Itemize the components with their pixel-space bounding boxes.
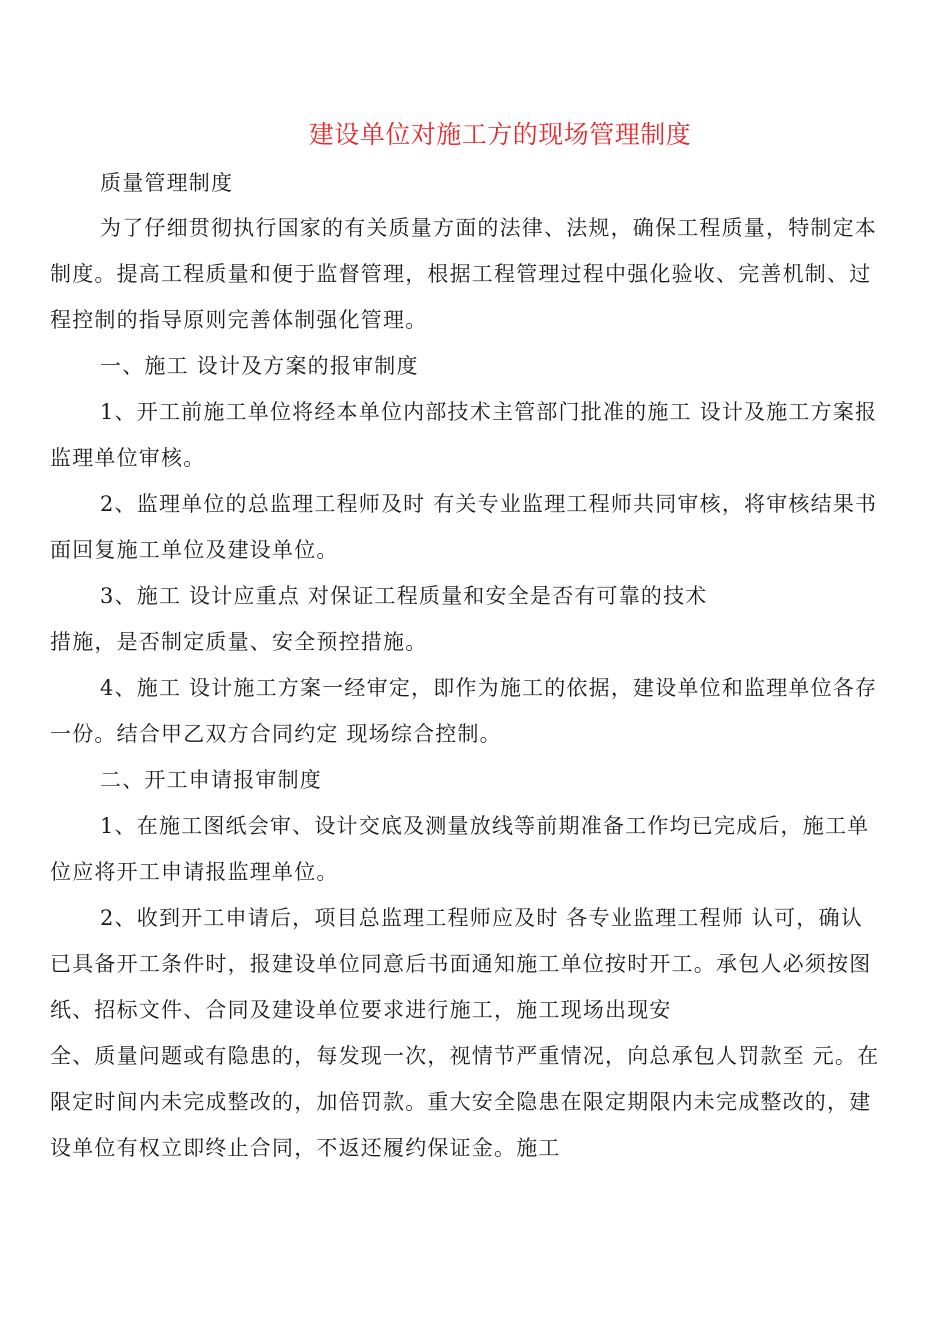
paragraph-line: 2、收到开工申请后，项目总监理工程师应及时 各专业监理工程师 认可，确认 [100,906,863,930]
paragraph-line: 监理单位审核。 [50,446,206,470]
paragraph-line: 全、质量问题或有隐患的，每发现一次，视情节严重情况，向总承包人罚款至 元。在 [50,1044,880,1068]
paragraph-line: 面回复施工单位及建设单位。 [50,538,339,562]
paragraph-line: 3、施工 设计应重点 对保证工程质量和安全是否有可靠的技术 [100,584,708,608]
paragraph-line: 为了仔细贯彻执行国家的有关质量方面的法律、法规，确保工程质量，特制定本 [100,216,877,240]
paragraph-line: 制度。提高工程质量和便于监督管理，根据工程管理过程中强化验收、完善机制、过 [50,262,872,286]
document-title: 建设单位对施工方的现场管理制度 [308,120,692,149]
paragraph-line: 位应将开工申请报监理单位。 [50,860,339,884]
paragraph-line: 1、在施工图纸会审、设计交底及测量放线等前期准备工作均已完成后，施工单 [100,814,870,838]
section-heading: 质量管理制度 [100,171,234,195]
paragraph-line: 2、监理单位的总监理工程师及时 有关专业监理工程师共同审核，将审核结果书 [100,492,878,516]
paragraph-line: 已具备开工条件时，报建设单位同意后书面通知施工单位按时开工。承包人必须按图 [50,952,872,976]
paragraph-line: 设单位有权立即终止合同，不返还履约保证金。施工 [50,1136,561,1160]
paragraph-line: 限定时间内未完成整改的，加倍罚款。重大安全隐患在限定期限内未完成整改的，建 [50,1090,872,1114]
paragraph-line: 纸、招标文件、合同及建设单位要求进行施工，施工现场出现安 [50,998,672,1022]
section-heading: 二、开工申请报审制度 [100,768,322,792]
paragraph-line: 一份。结合甲乙双方合同约定 现场综合控制。 [50,722,502,746]
paragraph-line: 措施，是否制定质量、安全预控措施。 [50,630,428,654]
section-heading: 一、施工 设计及方案的报审制度 [100,354,419,378]
paragraph-line: 程控制的指导原则完善体制强化管理。 [50,308,428,332]
paragraph-line: 4、施工 设计施工方案一经审定，即作为施工的依据，建设单位和监理单位各存 [100,676,878,700]
paragraph-line: 1、开工前施工单位将经本单位内部技术主管部门批准的施工 设计及施工方案报 [100,400,878,424]
